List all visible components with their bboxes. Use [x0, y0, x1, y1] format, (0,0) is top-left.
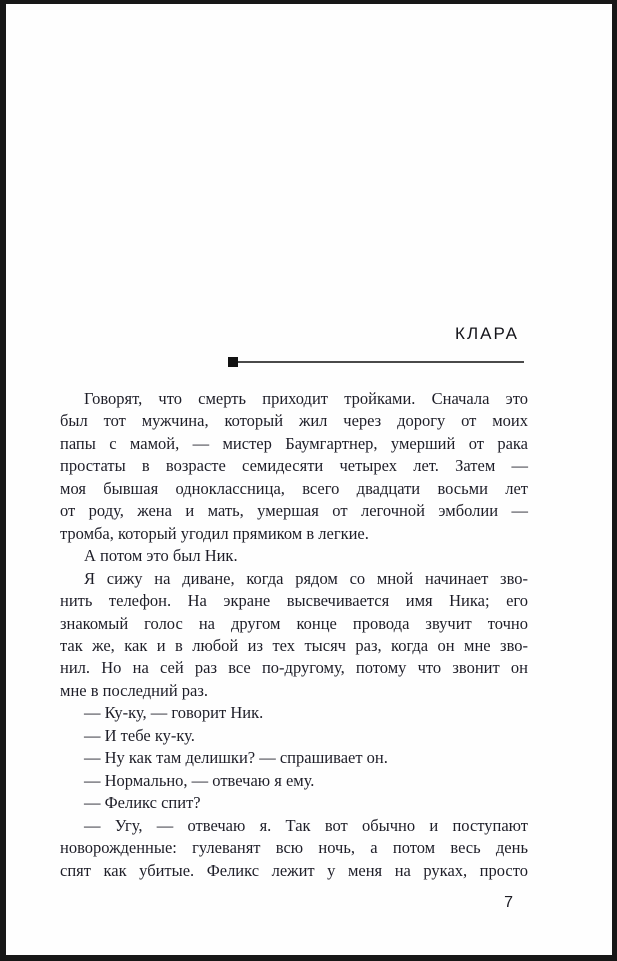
text-line: — Нормально, — отвечаю я ему.	[84, 770, 315, 790]
text-line: нил. Но на сей раз все по-другому, потому что звонит он	[60, 658, 528, 678]
text-line: мне в последний раз.	[60, 680, 209, 700]
text-line: спят как убитые. Феликс лежит у меня на руках, просто	[60, 860, 528, 880]
text-line: папы с мамой, — мистер Баумгартнер, умерший от рака	[60, 433, 528, 453]
text-line: — Ну как там делишки? — спрашивает он.	[84, 748, 388, 768]
text-line: Говорят, что смерть приходит тройками. Сначала это	[84, 389, 528, 408]
text-line: А потом это был Ник.	[84, 546, 238, 566]
separator-rule	[238, 361, 524, 362]
body-text	[60, 388, 528, 882]
text-line: тромба, который угодил прямиком в легкие.	[60, 523, 369, 543]
text-line: — Ку-ку, — говорит Ник.	[84, 703, 264, 723]
text-line: так же, как и в любой из тех тысяч раз, когда он мне зво-	[60, 635, 528, 655]
text-line: — И тебе ку-ку.	[84, 725, 195, 745]
text-line: простаты в возрасте семидесяти четырех лет. Затем —	[60, 456, 528, 476]
separator-square-icon	[228, 357, 238, 367]
text-line: нить телефон. На экране высвечивается имя Ника; его	[60, 591, 528, 611]
text-line: от роду, жена и мать, умершая от легочной эмболии —	[60, 501, 528, 521]
text-line: был тот мужчина, который жил через дорогу от моих	[60, 411, 528, 431]
text-line: Я сижу на диване, когда рядом со мной начинает зво-	[84, 568, 528, 588]
section-separator	[228, 356, 524, 368]
chapter-title: КЛАРА	[455, 324, 519, 343]
text-line: — Феликс спит?	[84, 793, 201, 813]
text-line: моя бывшая одноклассница, всего двадцати восьми лет	[60, 478, 528, 498]
text-line: — Угу, — отвечаю я. Так вот обычно и поступают	[84, 815, 528, 835]
text-line: знакомый голос на другом конце провода звучит точно	[60, 613, 528, 633]
text-line: новорожденные: гулеванят всю ночь, а потом весь день	[60, 838, 528, 858]
page-number: 7	[504, 894, 513, 911]
